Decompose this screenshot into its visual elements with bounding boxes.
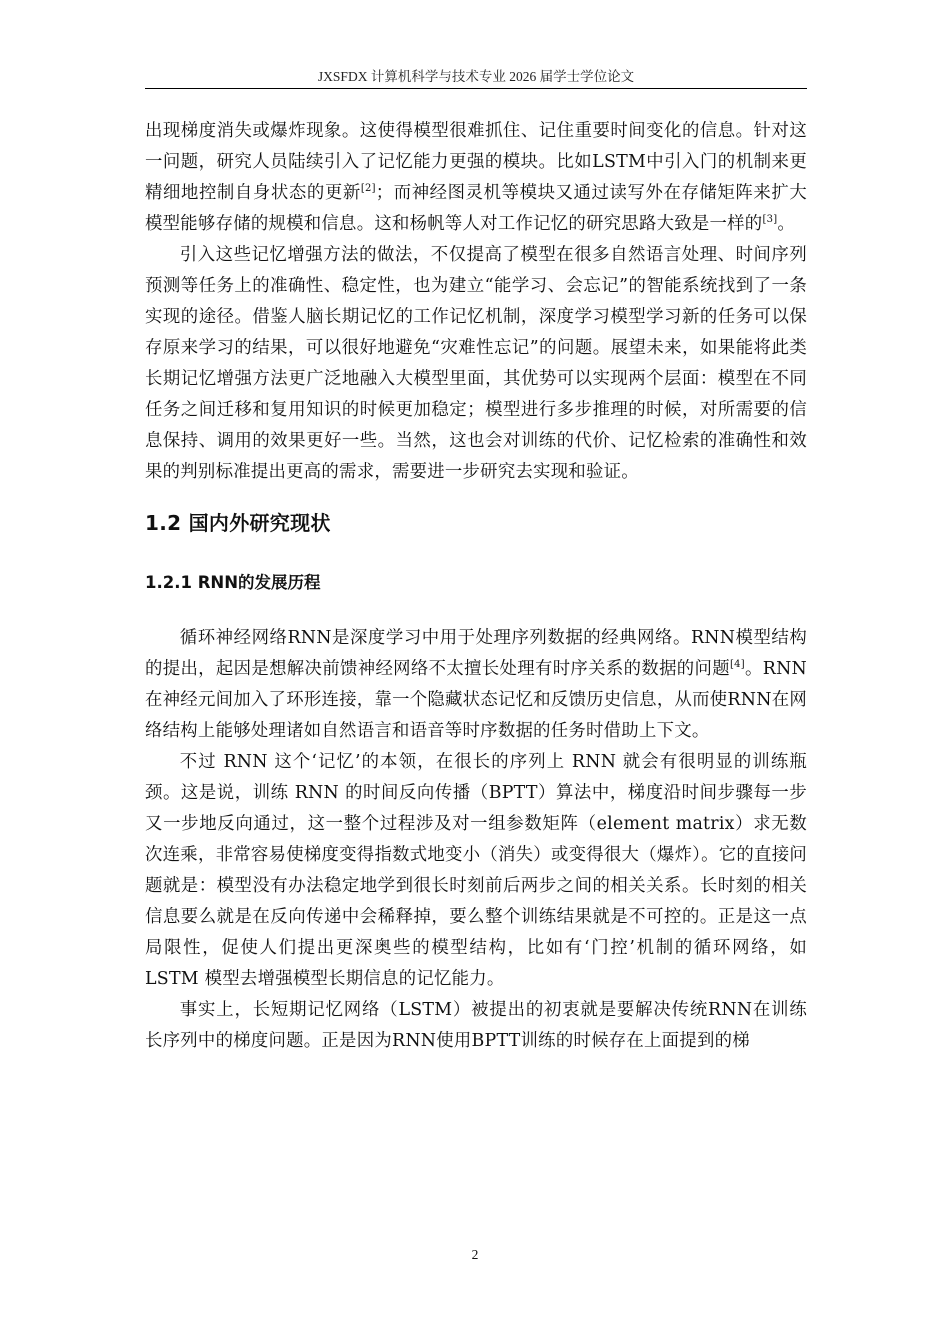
paragraph-memory-modules <box>145 116 807 240</box>
subsection-heading: 1.2.1 RNN的发展历程 <box>145 573 321 592</box>
paragraph-rnn-intro <box>145 623 807 747</box>
citation-ref[interactable]: [2] <box>360 183 376 195</box>
header-divider <box>145 88 807 89</box>
section-heading: 1.2 国内外研究现状 <box>145 511 331 535</box>
paragraph-text: 。 <box>777 214 796 234</box>
running-header: JXSFDX 计算机科学与技术专业 2026 届学士学位论文 <box>317 69 635 84</box>
paragraph-text: 出现梯度消失或爆炸现象。这使得模型很难抓住、记住重要时间变化的信息。针对这一问题，研究人员陆续引入了记忆能力更强的模块。比如LSTM中引入门的机制来更精细地控制自身状态的更新 <box>145 121 807 203</box>
paragraph-memory-enhancement: 引入这些记忆增强方法的做法，不仅提高了模型在很多自然语言处理、时间序列预测等任务上的准确性、稳定性，也为建立“能学习、会忘记”的智能系统找到了一条实现的途径。借鉴人脑长期记忆的工作记忆机制，深度学习模型学习新的任务可以保存原来学习的结果，可以很好地避免“灾难性忘记”的问题。展望未来，如果能将此类长期记忆增强方法更广泛地融入大模型里面，其优势可以实现两个层面：模型在不同任务之间迁移和复用知识的时候更加稳定；模型进行多步推理的时候，对所需要的信息保持、调用的效果更好一些。当然，这也会对训练的代价、记忆检索的准确性和效果的判别标准提出更高的需求，需要进一步研究去实现和验证。 <box>145 245 807 482</box>
page-number: 2 <box>471 1247 479 1262</box>
paragraph-lstm-motivation: 事实上，长短期记忆网络（LSTM）被提出的初衷就是要解决传统RNN在训练长序列中的梯度问题。正是因为RNN使用BPTT训练的时候存在上面提到的梯 <box>145 1000 807 1051</box>
paragraph-rnn-bottleneck: 不过 RNN 这个‘记忆’的本领，在很长的序列上 RNN 就会有很明显的训练瓶颈。这是说，训练 RNN 的时间反向传播（BPTT）算法中，梯度沿时间步骤每一步又一步地反向通过，这一整个过程涉及对一组参数矩阵（element matrix）求无数次连乘，非常容易使梯度变得指数式地变小（消失）或变得很大（爆炸）。它的直接问题就是：模型没有办法稳定地学到很长时刻前后两步之间的相关关系。长时刻的相关信息要么就是在反向传递中会稀释掉，要么整个训练结果就是不可控的。正是这一点局限性，促使人们提出更深奥些的模型结构，比如有‘门控’机制的循环网络，如 LSTM 模型去增强模型长期信息的记忆能力。 <box>145 752 807 989</box>
citation-ref[interactable]: [4] <box>729 659 745 671</box>
citation-ref[interactable]: [3] <box>762 214 778 226</box>
page-body <box>145 116 807 1057</box>
paragraph-text: ；而神经图灵机等模块又通过读写外在存储矩阵来扩大模型能够存储的规模和信息。这和杨帆等人对工作记忆的研究思路大致是一样的 <box>145 183 807 234</box>
paragraph-text: 。RNN在神经元间加入了环形连接，靠一个隐藏状态记忆和反馈历史信息，从而使RNN在网络结构上能够处理诸如自然语言和语音等时序数据的任务时借助上下文。 <box>145 659 807 741</box>
paragraph-text: 循环神经网络RNN是深度学习中用于处理序列数据的经典网络。RNN模型结构的提出，起因是想解决前馈神经网络不太擅长处理有时序关系的数据的问题 <box>145 628 807 679</box>
